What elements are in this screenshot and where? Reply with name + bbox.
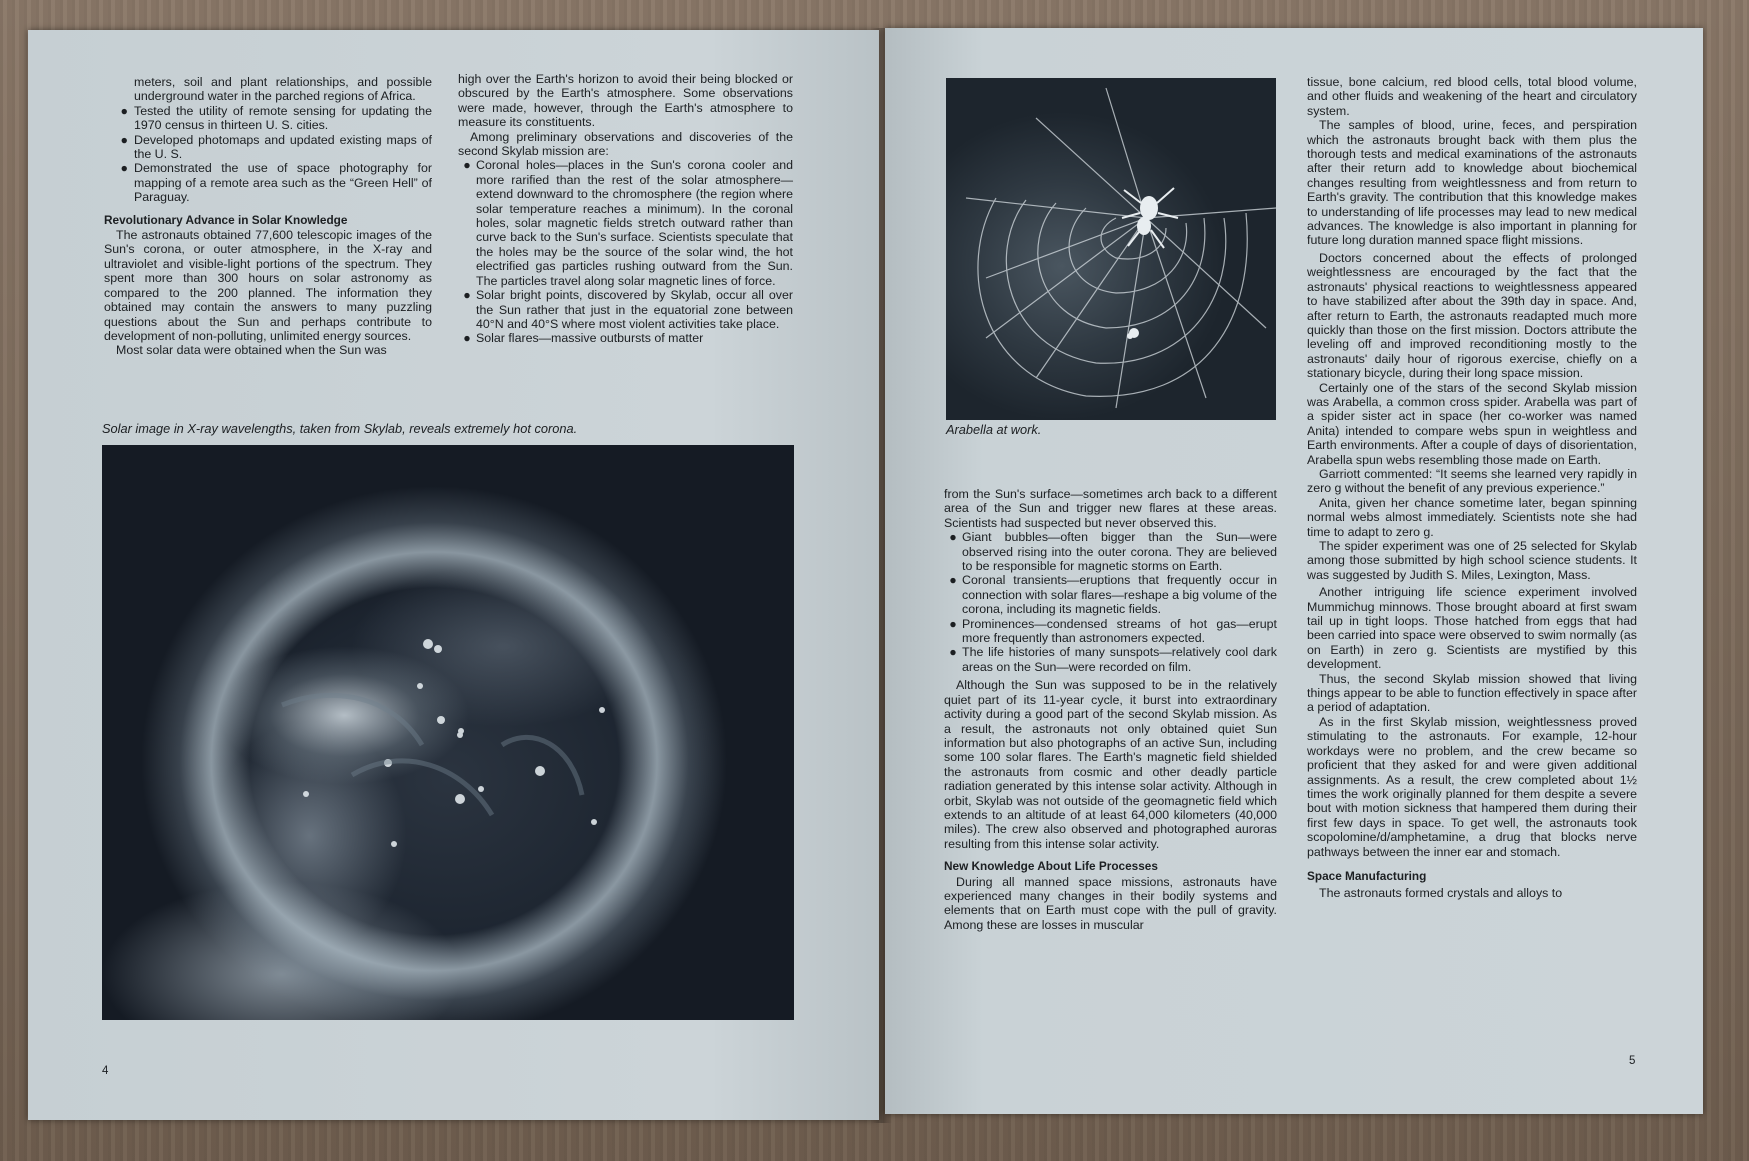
paragraph: Another intriguing life science experiment involved Mummichug minnows. Those brought aboard at first swam tail up in tight loops. Those hatched from eggs that had been carried into space were observed to swim normally (as on Earth) in zero g. Scientists are mystified by this development. [1307, 585, 1637, 672]
list-item: ● Prominences—condensed streams of hot gas—erupt more frequently than astronomers expected. [949, 616, 1277, 646]
sun-photo-caption: Solar image in X-ray wavelengths, taken from Skylab, reveals extremely hot corona. [102, 421, 578, 436]
list-item: ● Solar bright points, discovered by Skylab, occur all over the Sun rather that just in the equatorial zone between 40°N and 40°S where most violent activities take place. [463, 288, 793, 331]
paragraph: Thus, the second Skylab mission showed that living things appear to be able to function effectively in space after a period of adaptation. [1307, 671, 1637, 715]
spider-photo-caption: Arabella at work. [946, 422, 1042, 437]
right-column-1 [944, 487, 1277, 932]
list-item: ● The life histories of many sunspots—relatively cool dark areas on the Sun—were recorded on film. [949, 645, 1277, 674]
list-item: ● Coronal transients—eruptions that frequently occur in connection with solar flares—reshape a big volume of the corona, including its magnetic fields. [949, 573, 1277, 617]
solar-bright-points [102, 445, 794, 1020]
left-column-2 [458, 72, 793, 346]
paragraph: from the Sun's surface—sometimes arch back to a different area of the Sun and trigger new flares at these areas. Scientists had suspected but never observed this. [944, 487, 1277, 530]
left-column-1 [104, 75, 432, 358]
paragraph: high over the Earth's horizon to avoid their being blocked or obscured by the Earth's atmosphere. Some observations were made, however, through the Earth's atmosphere to measure its constituents. [458, 72, 793, 130]
list-item: ● Demonstrated the use of space photography for mapping of a remote area such as the “Green Hell” of Paraguay. [120, 161, 432, 205]
section-heading: Space Manufacturing [1307, 868, 1427, 883]
page-number-right: 5 [1629, 1055, 1636, 1067]
spider-web-drawing [946, 78, 1276, 420]
paragraph: Most solar data were obtained when the Sun was [116, 343, 387, 358]
bullet-continuation: meters, soil and plant relationships, and possible underground water in the parched regions of Africa. [134, 75, 432, 104]
paragraph: During all manned space missions, astronauts have experienced many changes in their bodily systems and elements that on Earth must cope with the pull of gravity. Among these are losses in muscular [944, 874, 1277, 932]
paragraph: The astronauts formed crystals and alloys to [1319, 886, 1563, 901]
paragraph: As in the first Skylab mission, weightlessness proved stimulating to the astronauts. For example, 12-hour workdays were no problem, and the crew became so proficient that they asked for and were given additional assignments. As a result, the crew completed about 1½ times the work originally planned for them despite a severe bout with motion sickness that hampered them during their first few days in space. To get well, the astronauts took scopolomine/d/amphetamine, a drug that blocks nerve pathways between the inner ear and stomach. [1307, 714, 1637, 859]
list-item: ● Developed photomaps and updated existing maps of the U. S. [120, 132, 432, 162]
paragraph: Certainly one of the stars of the second Skylab mission was Arabella, a common cross spider. Arabella was part of a spider sister act in space (her co-worker was named Anita) intended to compare webs spun in weightless and Earth environments. After a couple of days of disorientation, Arabella spun webs resembling those made on Earth. [1307, 380, 1637, 467]
paragraph: tissue, bone calcium, red blood cells, total blood volume, and other fluids and weakening of the heart and circulatory system. [1307, 75, 1637, 118]
paragraph: Doctors concerned about the effects of prolonged weightlessness are encouraged by the fact that the astronauts' physical reactions to weightlessness appeared to have stabilized after about the 39th day in space. And, after return to Earth, the astronauts readapted much more quickly than those on the first mission. Doctors attribute the leveling off and improved reconditioning mostly to the astronauts' daily hour of rigorous exercise, chiefly on a stationary bicycle, during their long space mission. [1307, 250, 1637, 381]
section-heading: Revolutionary Advance in Solar Knowledge [104, 212, 348, 227]
list-item: ● Coronal holes—places in the Sun's corona cooler and more rarified than the rest of the solar atmosphere—extend downward to the chromosphere (the region where solar temperature reaches a minimum). In the coronal holes, solar magnetic fields stretch outward rather than curve back to the Sun's surface. Scientists speculate that the holes may be the source of the solar wind, the hot electrified gas particles rushing outward from the Sun. The particles travel along solar magnetic lines of force. [463, 158, 793, 288]
paragraph: Among preliminary observations and discoveries of the second Skylab mission are: [458, 129, 793, 159]
section-heading: New Knowledge About Life Processes [944, 859, 1158, 874]
paragraph: Although the Sun was supposed to be in the relatively quiet part of its 11-year cycle, it burst into extraordinary activity during a good part of the second Skylab mission. As a result, the astronauts not only obtained quiet Sun information but also photographs of an active Sun, including some 100 solar flares. The Earth's magnetic field shielded the astronauts from cosmic and other deadly particle radiation generated by this intense solar activity. Although in orbit, Skylab was not outside of the geomagnetic field which extends to an altitude of at least 64,000 kilometers (40,000 miles). The crew also observed and photographed auroras resulting from this intense solar activity. [944, 678, 1277, 851]
paragraph: Garriott commented: “It seems she learned very rapidly in zero g without the benefit of any previous experience.” [1307, 466, 1637, 496]
paragraph: Anita, given her chance sometime later, began spinning normal webs almost immediately. Scientists note she had time to adapt to zero g. [1307, 495, 1637, 539]
list-item: ● Giant bubbles—often bigger than the Sun—were observed rising into the outer corona. They are believed to be responsible for magnetic storms on Earth. [949, 530, 1277, 574]
list-item: ● Solar flares—massive outbursts of matter [463, 331, 704, 346]
paragraph: The spider experiment was one of 25 selected for Skylab among those submitted by high school science students. It was suggested by Judith S. Miles, Lexington, Mass. [1307, 539, 1637, 582]
paragraph: The samples of blood, urine, feces, and perspiration which the astronauts brought back with them plus the thorough tests and medical examinations of the astronauts after their return add to knowledge about biochemical changes resulting from weightlessness and from return to Earth's gravity. The contribution that this knowledge makes to understanding of life processes may lead to new medical advances. The knowledge is also important in planning for future long duration manned space flight missions. [1307, 118, 1637, 248]
list-item: ● Tested the utility of remote sensing for updating the 1970 census in thirteen U. S. cities. [120, 103, 432, 133]
paragraph: The astronauts obtained 77,600 telescopic images of the Sun's corona, or outer atmosphere, in the X-ray and ultraviolet and visible-light portions of the spectrum. They spent more than 300 hours on solar astronomy as compared to the 200 planned. The information they obtained may contain the answers to many puzzling questions about the Sun and perhaps contribute to development of non-polluting, unlimited energy sources. [104, 228, 432, 343]
solar-xray-photo [102, 445, 794, 1020]
right-column-2 [1307, 75, 1637, 901]
spider-web-photo [946, 78, 1276, 420]
page-number-left: 4 [102, 1065, 109, 1077]
